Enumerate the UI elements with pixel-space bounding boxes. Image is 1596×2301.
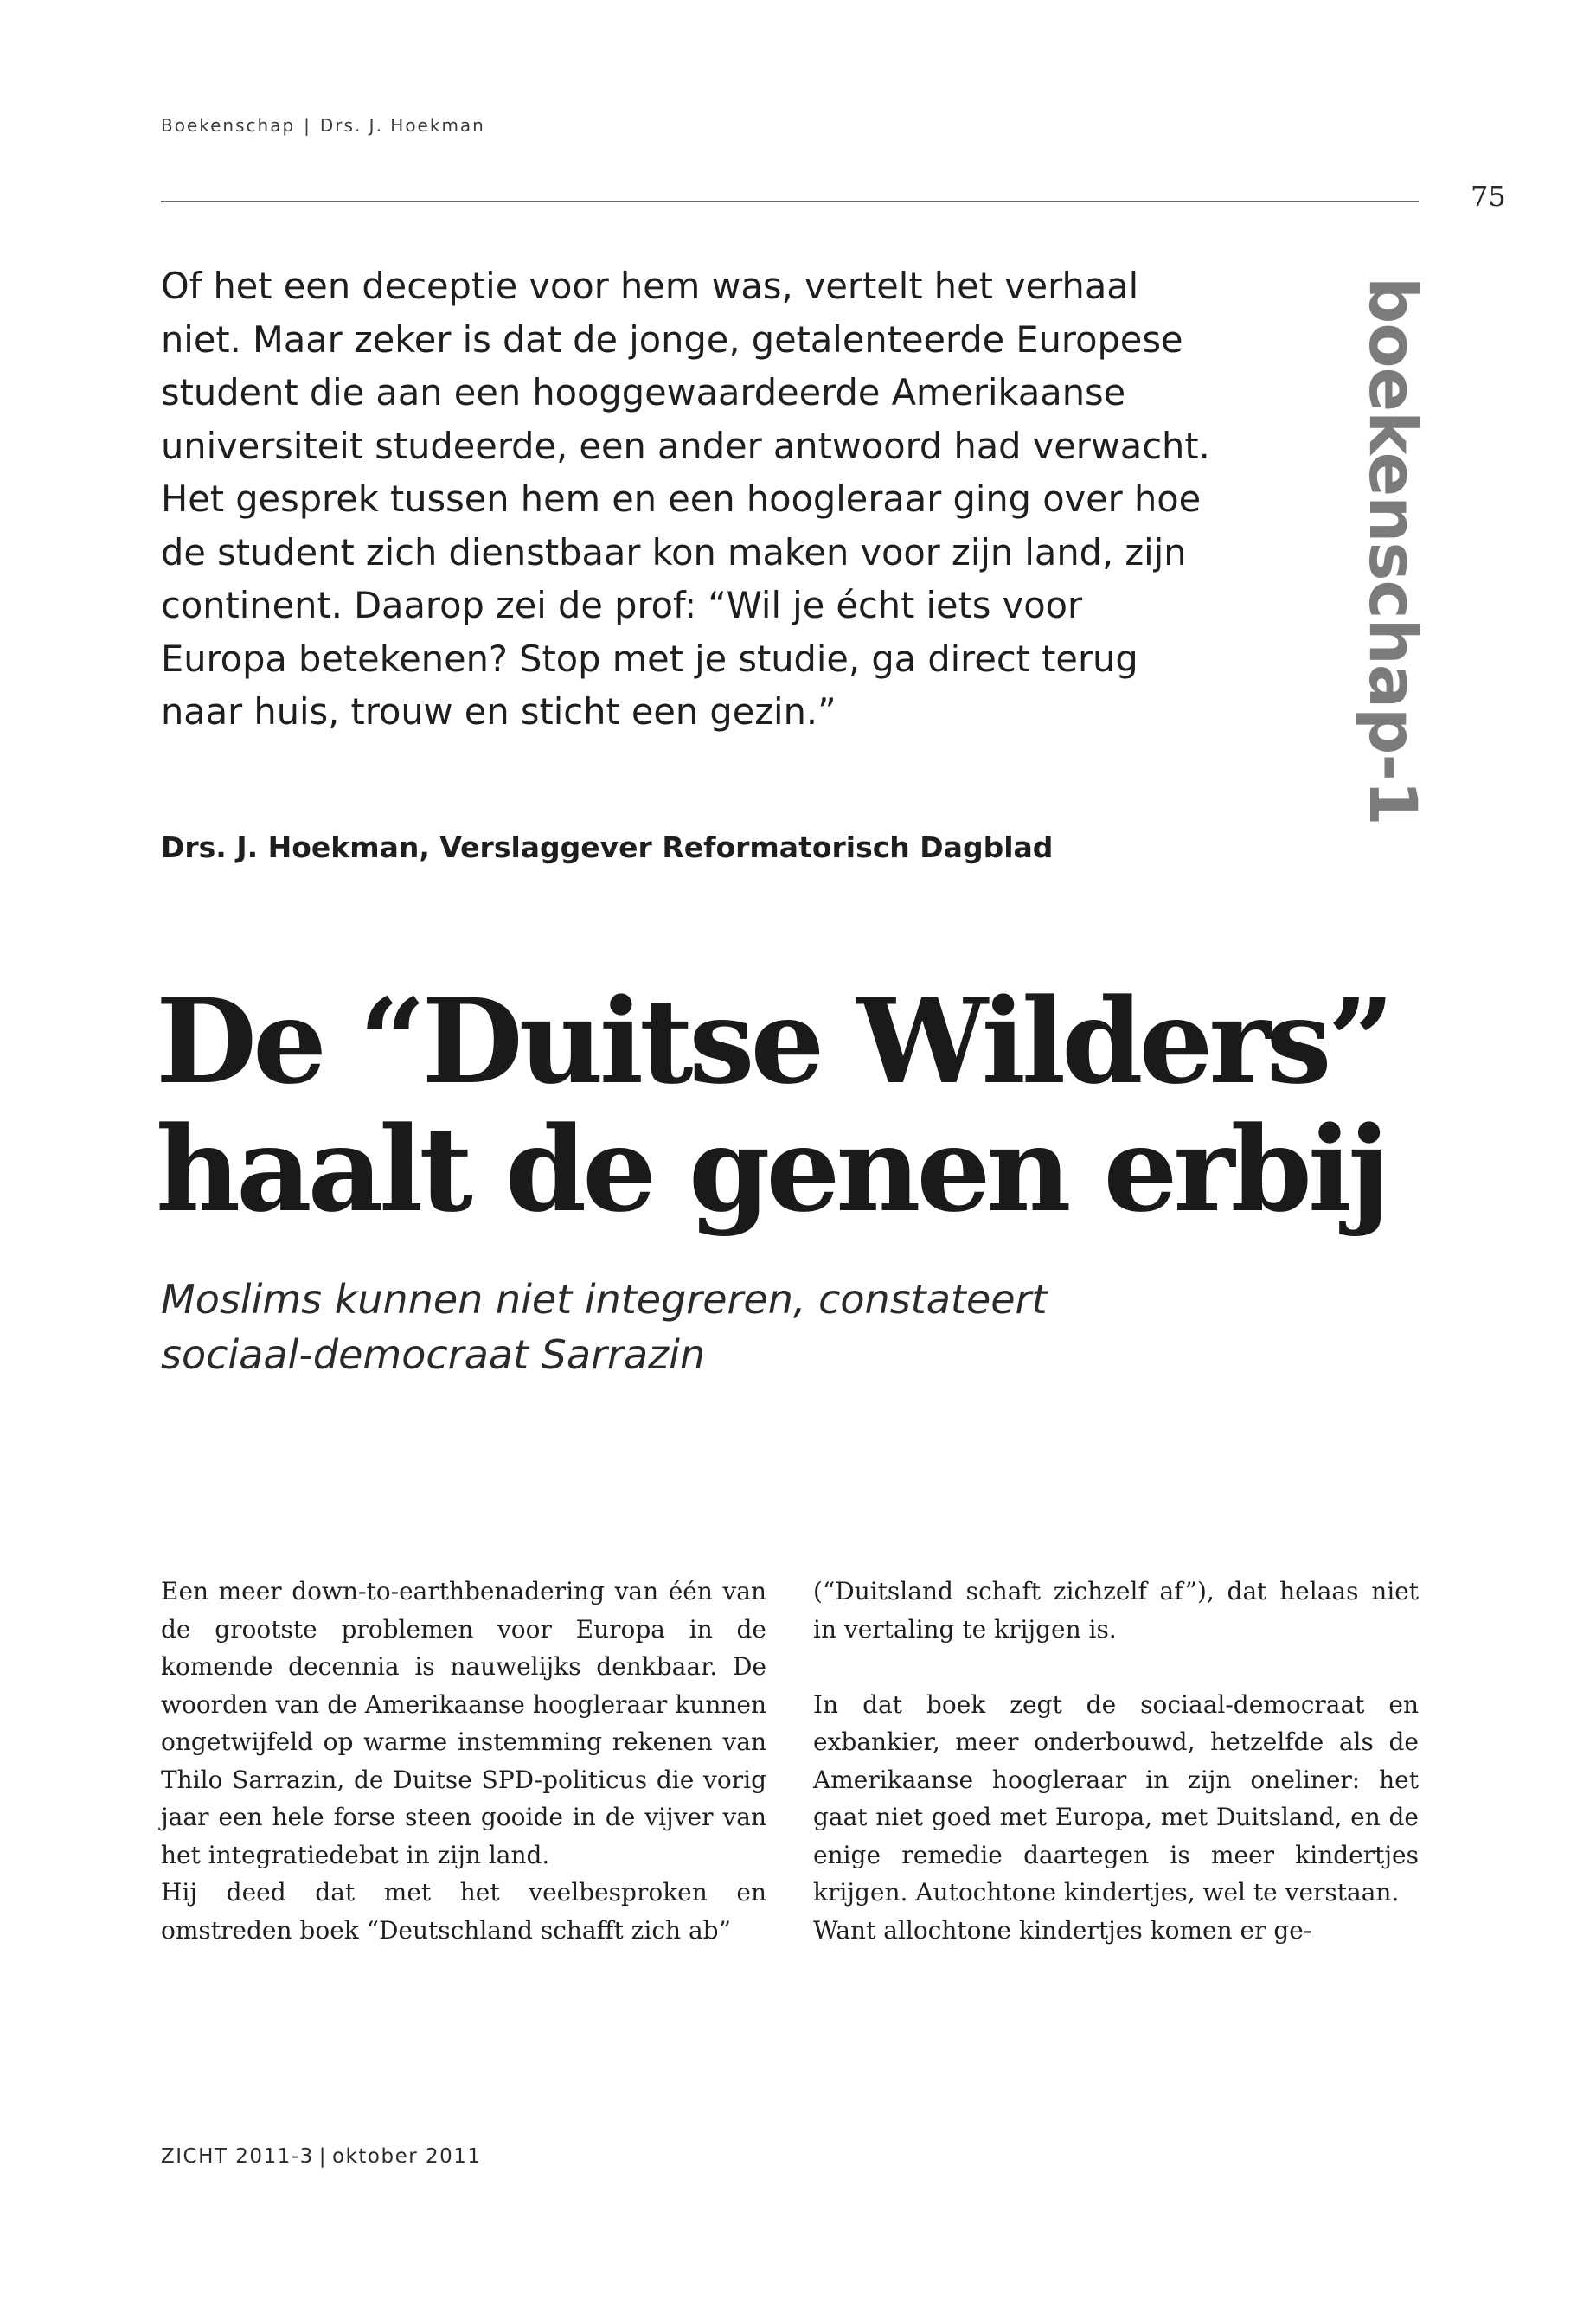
intro-line: Het gesprek tussen hem en een hoogleraar ging over hoe — [161, 478, 1202, 520]
subtitle-line-1: Moslims kunnen niet integreren, constateert — [161, 1276, 1048, 1323]
intro-line: naar huis, trouw en sticht een gezin.” — [161, 690, 836, 733]
body-paragraph: In dat boek zegt de sociaal-democraat en exbankier, meer onderbouwd, hetzelfde als de Amerikaanse hoogleraar in zijn oneliner: het gaat niet goed met Europa, met Duitsland, en de enige remedie daartegen is meer kindertjes krijgen. Autochtone kindertjes, wel te verstaan. — [813, 1689, 1419, 1907]
intro-line: de student zich dienstbaar kon maken voor zijn land, zijn — [161, 530, 1187, 574]
footer-separator: | — [318, 2145, 327, 2168]
section-side-label: boekenschap-1 — [1355, 277, 1432, 825]
headline-line-1: De “Duitse Wilders” — [156, 972, 1391, 1110]
body-paragraph: Want allochtone kindertjes komen er ge- — [813, 1915, 1312, 1945]
intro-line: niet. Maar zeker is dat de jonge, getalenteerde Europese — [161, 317, 1183, 361]
running-head-author: Drs. J. Hoekman — [319, 115, 485, 136]
body-paragraph: (“Duitsland schaft zichzelf af”), dat helaas niet in vertaling te krijgen is. — [813, 1577, 1419, 1644]
footer-date: oktober 2011 — [331, 2145, 482, 2168]
page-footer — [161, 2145, 482, 2168]
intro-line: continent. Daarop zei de prof: “Wil je écht iets voor — [161, 584, 1083, 626]
intro-paragraph — [161, 260, 1210, 739]
subtitle-line-2: sociaal-democraat Sarrazin — [161, 1331, 706, 1378]
intro-line: student die aan een hooggewaardeerde Amerikaanse — [161, 371, 1126, 413]
running-head-section: Boekenschap — [161, 115, 296, 136]
author-byline: Drs. J. Hoekman, Verslaggever Reformatorisch Dagblad — [161, 830, 1054, 864]
article-headline — [156, 972, 1391, 1238]
intro-line: Europa betekenen? Stop met je studie, ga direct terug — [161, 637, 1138, 680]
body-paragraph: Een meer down-to-earthbenadering van één van de grootste problemen voor Europa in de komende decennia is nauwelijks denkbaar. De woorden van de Amerikaanse hoogleraar kunnen ongetwijfeld op warme instemming rekenen van Thilo Sarrazin, de Duitse SPD-politicus die vorig jaar een hele forse steen gooide in de vijver van het integratiedebat in zijn land. — [161, 1577, 766, 1869]
body-column-left — [161, 1573, 766, 1949]
page-number: 75 — [1471, 180, 1506, 213]
running-head — [161, 115, 485, 136]
headline-line-2: haalt de genen erbij — [156, 1100, 1387, 1238]
body-paragraph: Hij deed dat met het veelbesproken en omstreden boek “Deutschland schafft zich ab” — [161, 1878, 766, 1945]
running-head-separator: | — [304, 115, 311, 136]
footer-issue: ZICHT 2011-3 — [161, 2145, 314, 2168]
article-subtitle — [161, 1272, 1285, 1382]
header-rule — [161, 201, 1419, 202]
intro-line: Of het een deceptie voor hem was, vertelt het verhaal — [161, 265, 1139, 307]
body-column-right — [813, 1573, 1419, 1949]
intro-line: universiteit studeerde, een ander antwoord had verwacht. — [161, 424, 1210, 467]
